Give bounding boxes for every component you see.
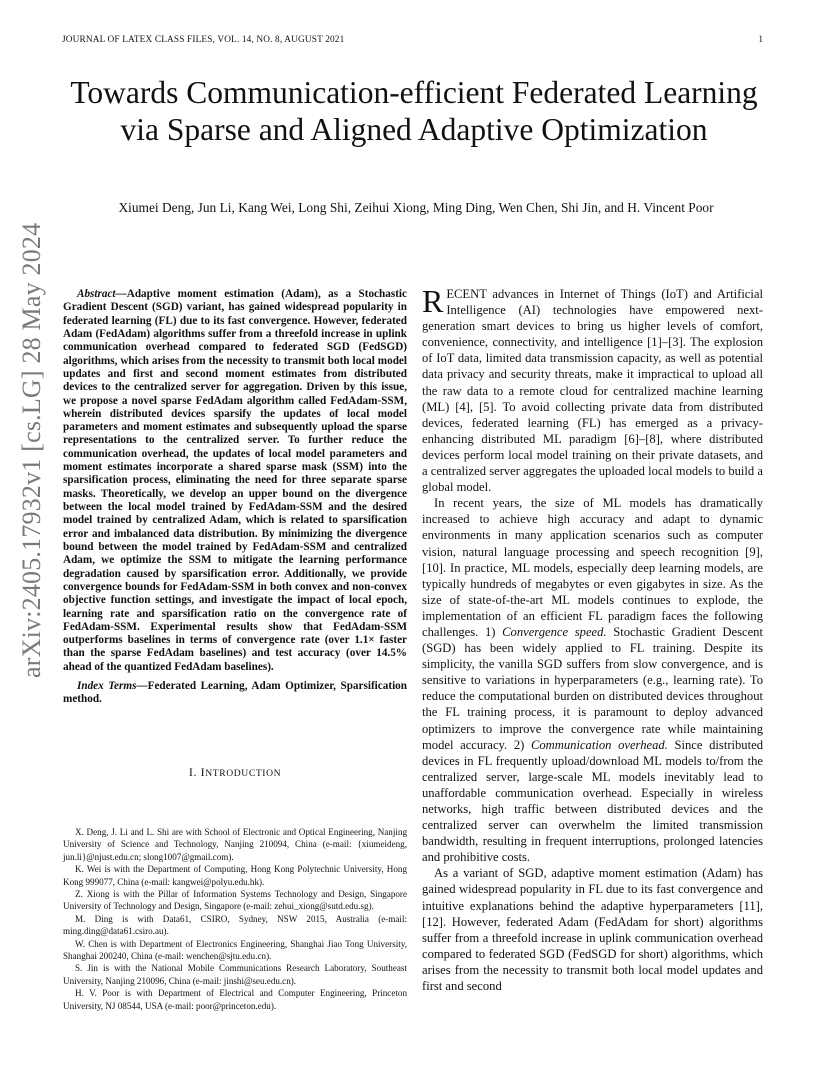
running-header: JOURNAL OF LATEX CLASS FILES, VOL. 14, NO. 8, AUGUST 2021 <box>62 35 345 45</box>
paper-title: Towards Communication-efficient Federated Learning via Sparse and Aligned Adaptive Optimization <box>70 75 758 147</box>
section-title-rest: NTRODUCTION <box>205 768 282 779</box>
footnote: K. Wei is with the Department of Computing, Hong Kong Polytechnic University, Hong Kong 999077, China (e-mail: kangwei@polyu.edu.hk). <box>63 864 407 887</box>
body-paragraph <box>422 283 763 495</box>
paragraph-text: Stochastic Gradient Descent (SGD) has been widely applied to FL training. Despite its simplicity, the vanilla SGD suffers from slow convergence, and is sensitive to variations in hyperparameters (e.g., learning rate). To reduce the computational burden on distributed devices throughout the FL training process, it is paramount to deploy advanced optimizers to improve the convergence rate while maintaining model accuracy. 2) <box>422 624 763 752</box>
abstract-column <box>63 288 407 707</box>
paragraph-text: advances in Internet of Things (IoT) and Artificial Intelligence (AI) technologies have empowered next-generation smart devices to bring us higher levels of comfort, convenience, connectivity, and intelligence [1]–[3]. The explosion of IoT data, limited data transmission capacity, as well as potential data privacy and security threats, make it impractical to upload all the raw data to a remote cloud for centralized machine learning (ML) [4], [5]. To avoid collecting private data from distributed devices, federated learning (FL) has emerged as a privacy-enhancing distributed ML paradigm [6]–[8], where distributed devices perform local model training on their private datasets, and a centralized server aggregates the uploaded local models to build a global model. <box>422 287 763 495</box>
body-paragraph: As a variant of SGD, adaptive moment estimation (Adam) has gained widespread popularity in FL due to its fast convergence and intuitive explanations behind the adaptive hyperparameters [11], [12]. However, federated Adam (FedAdam for short) algorithms suffer from a threefold increase in uplink communication overhead compared to federated SGD (FedSGD for short) algorithms, which arises from the necessity to transmit both local model updates and first and second <box>422 866 763 994</box>
paragraph-text: Since distributed devices in FL frequently upload/download ML models to/from the centralized server, large-scale ML models inevitably lead to unaffordable communication overhead. Especially in wireless networks, high traffic between distributed devices and the centralized server can overwhelm the limited transmission bandwidth, resulting in frequent interruptions, prolonged latencies and prohibitive costs. <box>422 737 763 865</box>
index-terms <box>63 680 407 707</box>
introduction-body <box>422 283 763 994</box>
abstract-text: —Adaptive moment estimation (Adam), as a Stochastic Gradient Descent (SGD) variant, has gained widespread popularity in federated learning (FL) due to its fast convergence. However, federated Adam (FedAdam) algorithms suffer from a threefold increase in uplink communication overhead compared to federated SGD (FedSGD) algorithms, which arises from the necessity to transmit both local model updates and first and second moment estimates from distributed devices to the centralized server for aggregation. Driven by this issue, we propose a novel sparse FedAdam algorithm called FedAdam-SSM, wherein distributed devices sparsify the updates of local model parameters and moment estimates and subsequently upload the sparse representations to the centralized server. To further reduce the communication overhead, the updates of local model parameters and moment estimates incorporate a shared sparse mask (SSM) into the sparsification process, eliminating the need for three separate sparse masks. Theoretically, we develop an upper bound on the divergence between the local model trained by FedAdam-SSM and the desired model trained by centralized Adam, which is related to sparsification error and imbalanced data distribution. By minimizing the divergence bound between the model trained by FedAdam-SSM and centralized Adam, we optimize the SSM to mitigate the learning performance degradation caused by sparsification error. Additionally, we provide convergence bounds for FedAdam-SSM in both convex and non-convex objective function settings, and investigate the impact of local epoch, learning rate and sparsification ratio on the convergence rate of FedAdam-SSM. Experimental results show that FedAdam-SSM outperforms baselines in terms of convergence rate (over 1.1× faster than the sparse FedAdam baselines) and test accuracy (over 14.5% ahead of the quantized FedAdam baselines). <box>63 288 407 673</box>
footnote: W. Chen is with Department of Electronics Engineering, Shanghai Jiao Tong University, Shanghai 200240, China (e-mail: wenchen@sjtu.edu.cn). <box>63 938 407 962</box>
footnote: S. Jin is with the National Mobile Communications Research Laboratory, Southeast University, Nanjing 210096, China (e-mail: jinshi@seu.edu.cn). <box>63 963 407 986</box>
arxiv-stamp <box>12 222 52 678</box>
index-terms-text: —Federated Learning, Adam Optimizer, Sparsification method. <box>63 680 407 706</box>
body-paragraph <box>422 495 763 865</box>
section-number: I. <box>188 765 198 779</box>
author-list: Xiumei Deng, Jun Li, Kang Wei, Long Shi, Zeihui Xiong, Ming Ding, Wen Chen, Shi Jin, and H. Vincent Poor <box>118 200 714 215</box>
author-affiliations <box>63 826 407 1012</box>
abstract <box>63 288 407 674</box>
paragraph-text: In recent years, the size of ML models has dramatically increased to achieve high accuracy and adapt to dynamic environments in many application scenarios such as computer vision, natural language processing and speech recognition [9], [10]. In practice, ML models, especially deep learning models, are typically hundreds of megabytes or even gigabytes in size. As the size of state-of-the-art ML models continues to explode, the implementation of an efficient FL paradigm faces the following challenges. 1) <box>422 496 763 639</box>
section-heading-introduction <box>63 765 407 780</box>
emphasis-convergence-speed: Convergence speed. <box>502 624 607 639</box>
footnote: X. Deng, J. Li and L. Shi are with School of Electronic and Optical Engineering, Nanjing University of Science and Technology, Nanjing 210094, China (e-mail: {xiumeideng, jun.li}@njust.edu.cn; slong1007@gmail.com). <box>63 827 407 862</box>
index-terms-label: Index Terms <box>77 680 137 693</box>
lead-word: ECENT <box>446 287 487 301</box>
emphasis-communication-overhead: Communication overhead. <box>530 737 668 752</box>
footnote: M. Ding is with Data61, CSIRO, Sydney, NSW 2015, Australia (e-mail: ming.ding@data61.csiro.au). <box>63 913 407 937</box>
abstract-label: Abstract <box>77 288 116 300</box>
page-number: 1 <box>758 35 763 45</box>
section-initial: I <box>200 765 206 779</box>
drop-cap: R <box>422 283 444 319</box>
footnote: H. V. Poor is with Department of Electrical and Computer Engineering, Princeton University, NJ 08544, USA (e-mail: poor@princeton.edu). <box>63 988 407 1011</box>
footnote: Z. Xiong is with the Pillar of Information Systems Technology and Design, Singapore University of Technology and Design, Singapore (e-mail: zehui_xiong@sutd.edu.sg). <box>63 889 407 912</box>
arxiv-identifier: arXiv:2405.17932v1 [cs.LG] 28 May 2024 <box>17 222 46 678</box>
